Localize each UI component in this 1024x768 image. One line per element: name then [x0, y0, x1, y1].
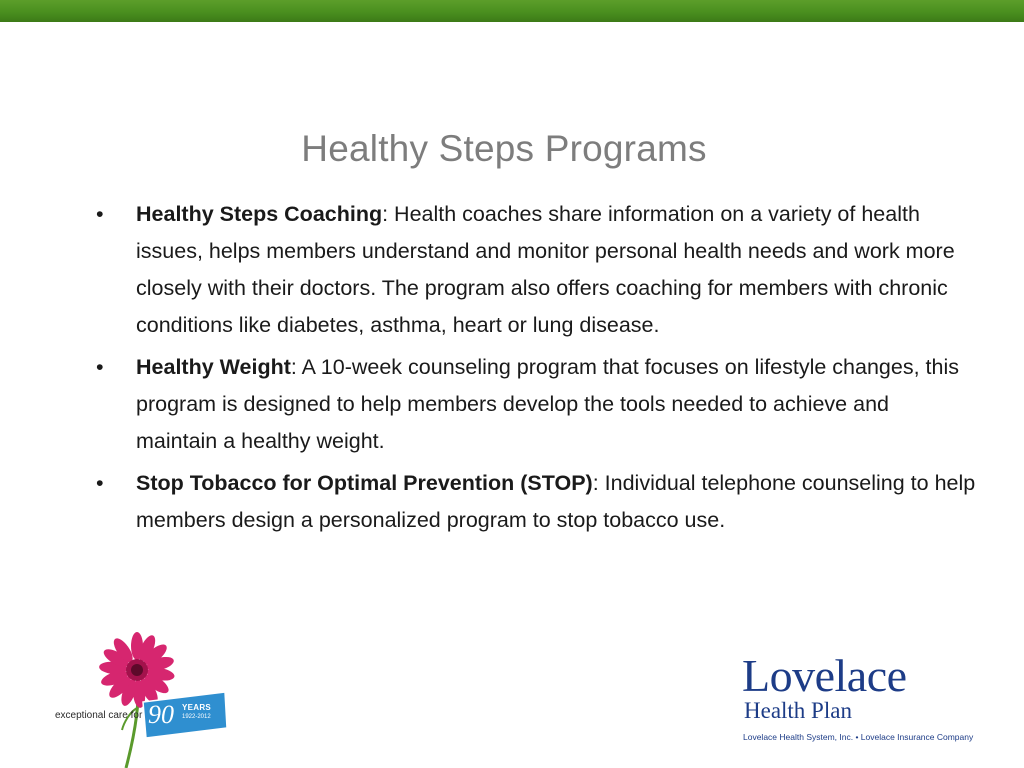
bullet-marker: • — [96, 355, 104, 379]
logo-tagline: Lovelace Health System, Inc. • Lovelace Insurance Company — [743, 732, 974, 742]
list-item — [96, 196, 976, 344]
program-name: Stop Tobacco for Optimal Prevention (STOP) — [136, 471, 593, 495]
program-name: Healthy Weight — [136, 355, 291, 379]
bullet-marker: • — [96, 202, 104, 226]
list-item — [96, 465, 976, 539]
list-item — [96, 349, 976, 460]
logo-name: Lovelace — [742, 650, 907, 701]
program-description: : Health coaches share information on a variety of health issues, helps members understand and monitor personal health needs and work more closely with their doctors. The program also offers coaching for members with chronic conditions like diabetes, asthma, heart or lung disease. — [136, 202, 955, 337]
flower-icon — [40, 630, 240, 768]
slide-title: Healthy Steps Programs — [301, 128, 707, 169]
program-description: : Individual telephone counseling to help members design a personalized program to stop tobacco use. — [136, 471, 976, 532]
program-list — [96, 196, 976, 544]
bullet-marker: • — [96, 471, 104, 495]
top-accent-bar — [0, 0, 1024, 22]
years-label: YEARS — [182, 703, 212, 712]
company-logo — [742, 652, 992, 752]
program-name: Healthy Steps Coaching — [136, 202, 383, 226]
program-description: : A 10-week counseling program that focuses on lifestyle changes, this program is designed to help members develop the tools needed to achieve and maintain a healthy weight. — [136, 355, 959, 453]
years-number: 90 — [148, 700, 174, 729]
badge-tagline: exceptional care for — [55, 710, 143, 721]
logo-subname: Health Plan — [744, 698, 852, 723]
anniversary-badge — [40, 630, 240, 768]
years-range: 1922-2012 — [182, 714, 211, 720]
